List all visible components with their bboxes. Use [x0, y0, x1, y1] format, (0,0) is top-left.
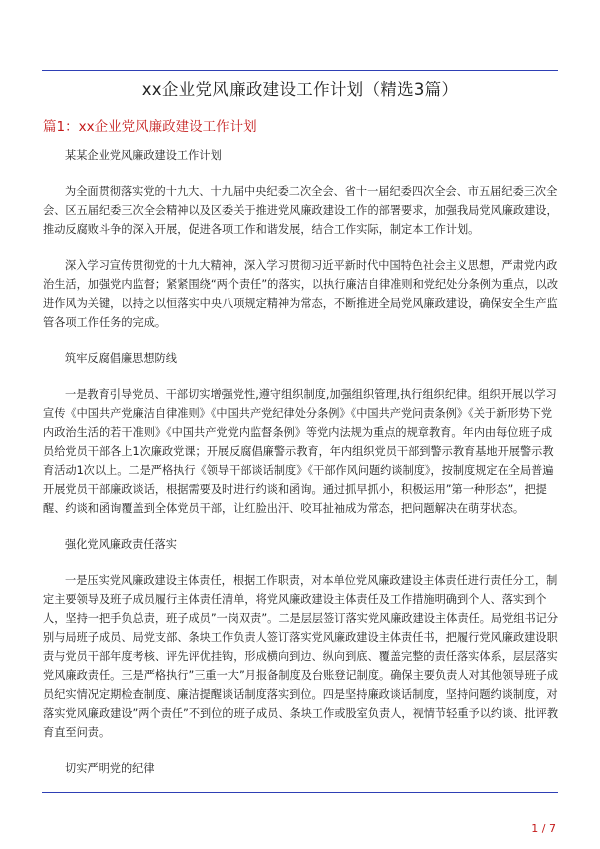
page-indicator: 1 / 7	[531, 822, 556, 835]
body-paragraph: 一是教育引导党员、干部切实增强党性,遵守组织制度,加强组织管理,执行组织纪律。组织开展以学习宣传《中国共产党廉洁自律准则》《中国共产党纪律处分条例》《中国共产党问责条例》《关于新形势下党内政治生活的若干准则》《中国共产党党内监督条例》等党内法规为重点的规章教育。年内由每位班子成员给党员干部各上1次廉政党课；开展反腐倡廉警示教育，年内组织党员干部到警示教育基地开展警示教育活动1次以上。二是严格执行《领导干部谈话制度》《干部作风问题约谈制度》，按制度规定在全局普遍开展党员干部廉政谈话，根据需要及时进行约谈和函询。通过抓早抓小，积极运用”第一种形态”，把提醒、约谈和函询覆盖到全体党员干部，让红脸出汗、咬耳扯袖成为常态，把问题解决在萌芽状态。	[43, 388, 557, 515]
subsection-heading: 强化党风廉政责任落实	[65, 538, 177, 551]
section-heading: 篇1：xx企业党风廉政建设工作计划	[43, 119, 257, 135]
body-paragraph: 深入学习宣传贯彻党的十九大精神，深入学习贯彻习近平新时代中国特色社会主义思想，严肃党内政治生活，加强党内监督；紧紧围绕“两个责任”的落实，以执行廉洁自律准则和党纪处分条例为重点，以改进作风为关键，以持之以恒落实中央八项规定精神为常态，不断推进全局党风廉政建设，确保安全生产监管各项工作任务的完成。	[43, 259, 559, 329]
subsection-heading: 切实严明党的纪律	[65, 762, 155, 775]
body-paragraph: 一是压实党风廉政建设主体责任，根据工作职责，对本单位党风廉政建设主体责任进行责任分工，制定主要领导及班子成员履行主体责任清单，将党风廉政建设主体责任及工作措施明确到个人、落实到个人，坚持一把手负总责，班子成员”一岗双责”。二是层层签订落实党风廉政建设主体责任。局党组书记分别与局班子成员、局党支部、条块工作负责人签订落实党风廉政建设主体责任书，把履行党风廉政建设职责与党员干部年度考核、评先评优挂钩，形成横向到边、纵向到底、覆盖完整的责任落实体系，层层落实党风廉政责任。三是严格执行”三重一大”月报备制度及台账登记制度。确保主要负责人对其他领导班子成员纪实情况定期检查制度、廉洁提醒谈话制度落实到位。四是坚持廉政谈话制度，坚持问题约谈制度，对落实党风廉政建设”两个责任”不到位的班子成员、条块工作或股室负责人，视情节轻重予以约谈、批评教育直至问责。	[43, 574, 559, 739]
top-divider	[42, 70, 558, 71]
document-body	[43, 146, 560, 795]
plan-subtitle: 某某企业党风廉政建设工作计划	[65, 149, 222, 162]
subsection-heading: 筑牢反腐倡廉思想防线	[65, 352, 177, 365]
bottom-divider	[42, 792, 558, 793]
body-paragraph: 为全面贯彻落实党的十九大、十九届中央纪委二次全会、省十一届纪委四次全会、市五届纪委三次全会、区五届纪委三次全会精神以及区委关于推进党风廉政建设工作的部署要求，加强我局党风廉政建设，推动反腐败斗争的深入开展，促进各项工作和谐发展，结合工作实际，制定本工作计划。	[43, 185, 558, 236]
document-title: xx企业党风廉政建设工作计划（精选3篇）	[141, 80, 459, 99]
